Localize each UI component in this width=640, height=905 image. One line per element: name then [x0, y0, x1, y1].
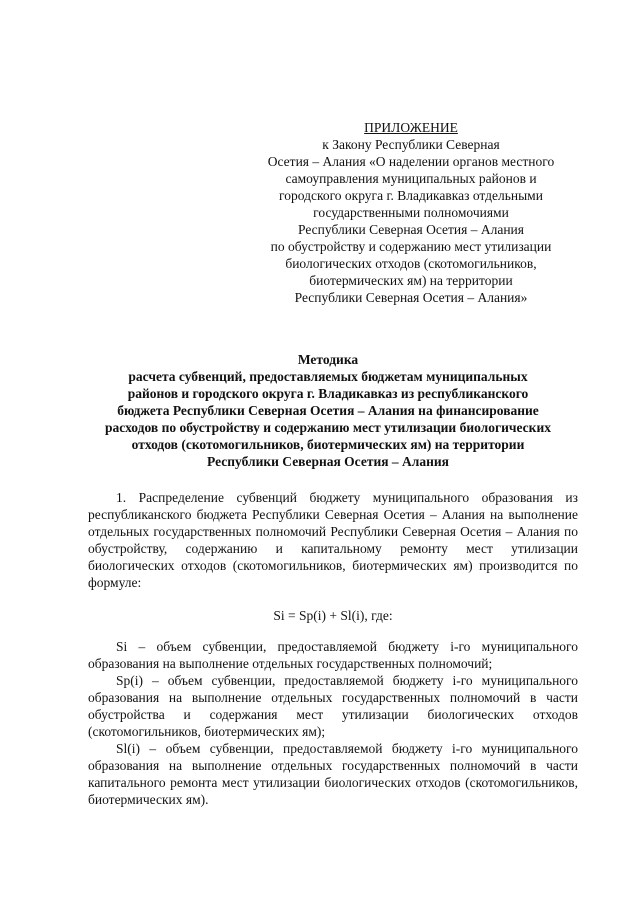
definition-term: Si — [116, 639, 128, 654]
appendix-line: Республики Северная Осетия – Алания» — [294, 290, 528, 305]
methodology-title-block — [78, 351, 578, 470]
definition-text: объем субвенции, предоставляемой бюджету i-го муниципального образования на выполнение отдельных государственных полномочий в части капитального ремонта мест утилизации биологических отходов (скотомогильников, биотермических ям). — [88, 741, 578, 807]
methodology-line: районов и городского округа г. Владикавказ из республиканского — [127, 386, 529, 401]
document-body — [88, 489, 578, 808]
definition-separator: – — [127, 639, 157, 654]
formula: Si = Sp(i) + Sl(i), где: — [273, 608, 393, 623]
appendix-line: по обустройству и содержанию мест утилизации — [270, 239, 552, 254]
appendix-line: биотермических ям) на территории — [309, 273, 513, 288]
definition-term: Sl(i) — [116, 741, 141, 756]
appendix-line: государственными полномочиями — [313, 205, 509, 220]
appendix-line: Осетия – Алания «О наделении органов местного — [267, 154, 555, 169]
definition-separator: – — [143, 673, 168, 688]
definition-term: Sp(i) — [116, 673, 143, 688]
appendix-line: к Закону Республики Северная — [322, 137, 500, 152]
methodology-line: отходов (скотомогильников, биотермических ям) на территории — [131, 437, 525, 452]
appendix-header — [246, 119, 576, 306]
methodology-title: Методика — [297, 352, 359, 367]
definition-si — [88, 638, 578, 672]
definition-sl — [88, 740, 578, 808]
methodology-line: Республики Северная Осетия – Алания — [207, 454, 449, 469]
appendix-line: самоуправления муниципальных районов и — [285, 171, 537, 186]
definition-separator: – — [140, 741, 166, 756]
methodology-line: расходов по обустройству и содержанию мест утилизации биологических — [105, 420, 551, 435]
definition-text: объем субвенции, предоставляемой бюджету i-го муниципального образования на выполнение отдельных государственных полномочий в части обустройства и содержания мест утилизации биологических отходов (скотомогильников, биотермических ям); — [88, 673, 578, 739]
methodology-line: бюджета Республики Северная Осетия – Алания на финансирование — [117, 403, 539, 418]
methodology-line: расчета субвенций, предоставляемых бюджетам муниципальных — [128, 369, 528, 384]
definition-sp — [88, 672, 578, 740]
appendix-line: биологических отходов (скотомогильников, — [285, 256, 537, 271]
paragraph-distribution: 1. Распределение субвенций бюджету муниципального образования из республиканского бюджета Республики Северная Осетия – Алания на выполнение отдельных государственных полномочий Республики Северная Осетия – Алания по обустройству, содержанию и капитальному ремонту мест утилизации биологических отходов (скотомогильников, биотермических ям) производится по формуле: — [88, 490, 578, 590]
appendix-line: Республики Северная Осетия – Алания — [298, 222, 524, 237]
appendix-line: городского округа г. Владикавказ отдельными — [279, 188, 543, 203]
definition-text: объем субвенции, предоставляемой бюджету i-го муниципального образования на выполнение отдельных государственных полномочий; — [88, 639, 578, 671]
appendix-heading: ПРИЛОЖЕНИЕ — [364, 120, 458, 135]
